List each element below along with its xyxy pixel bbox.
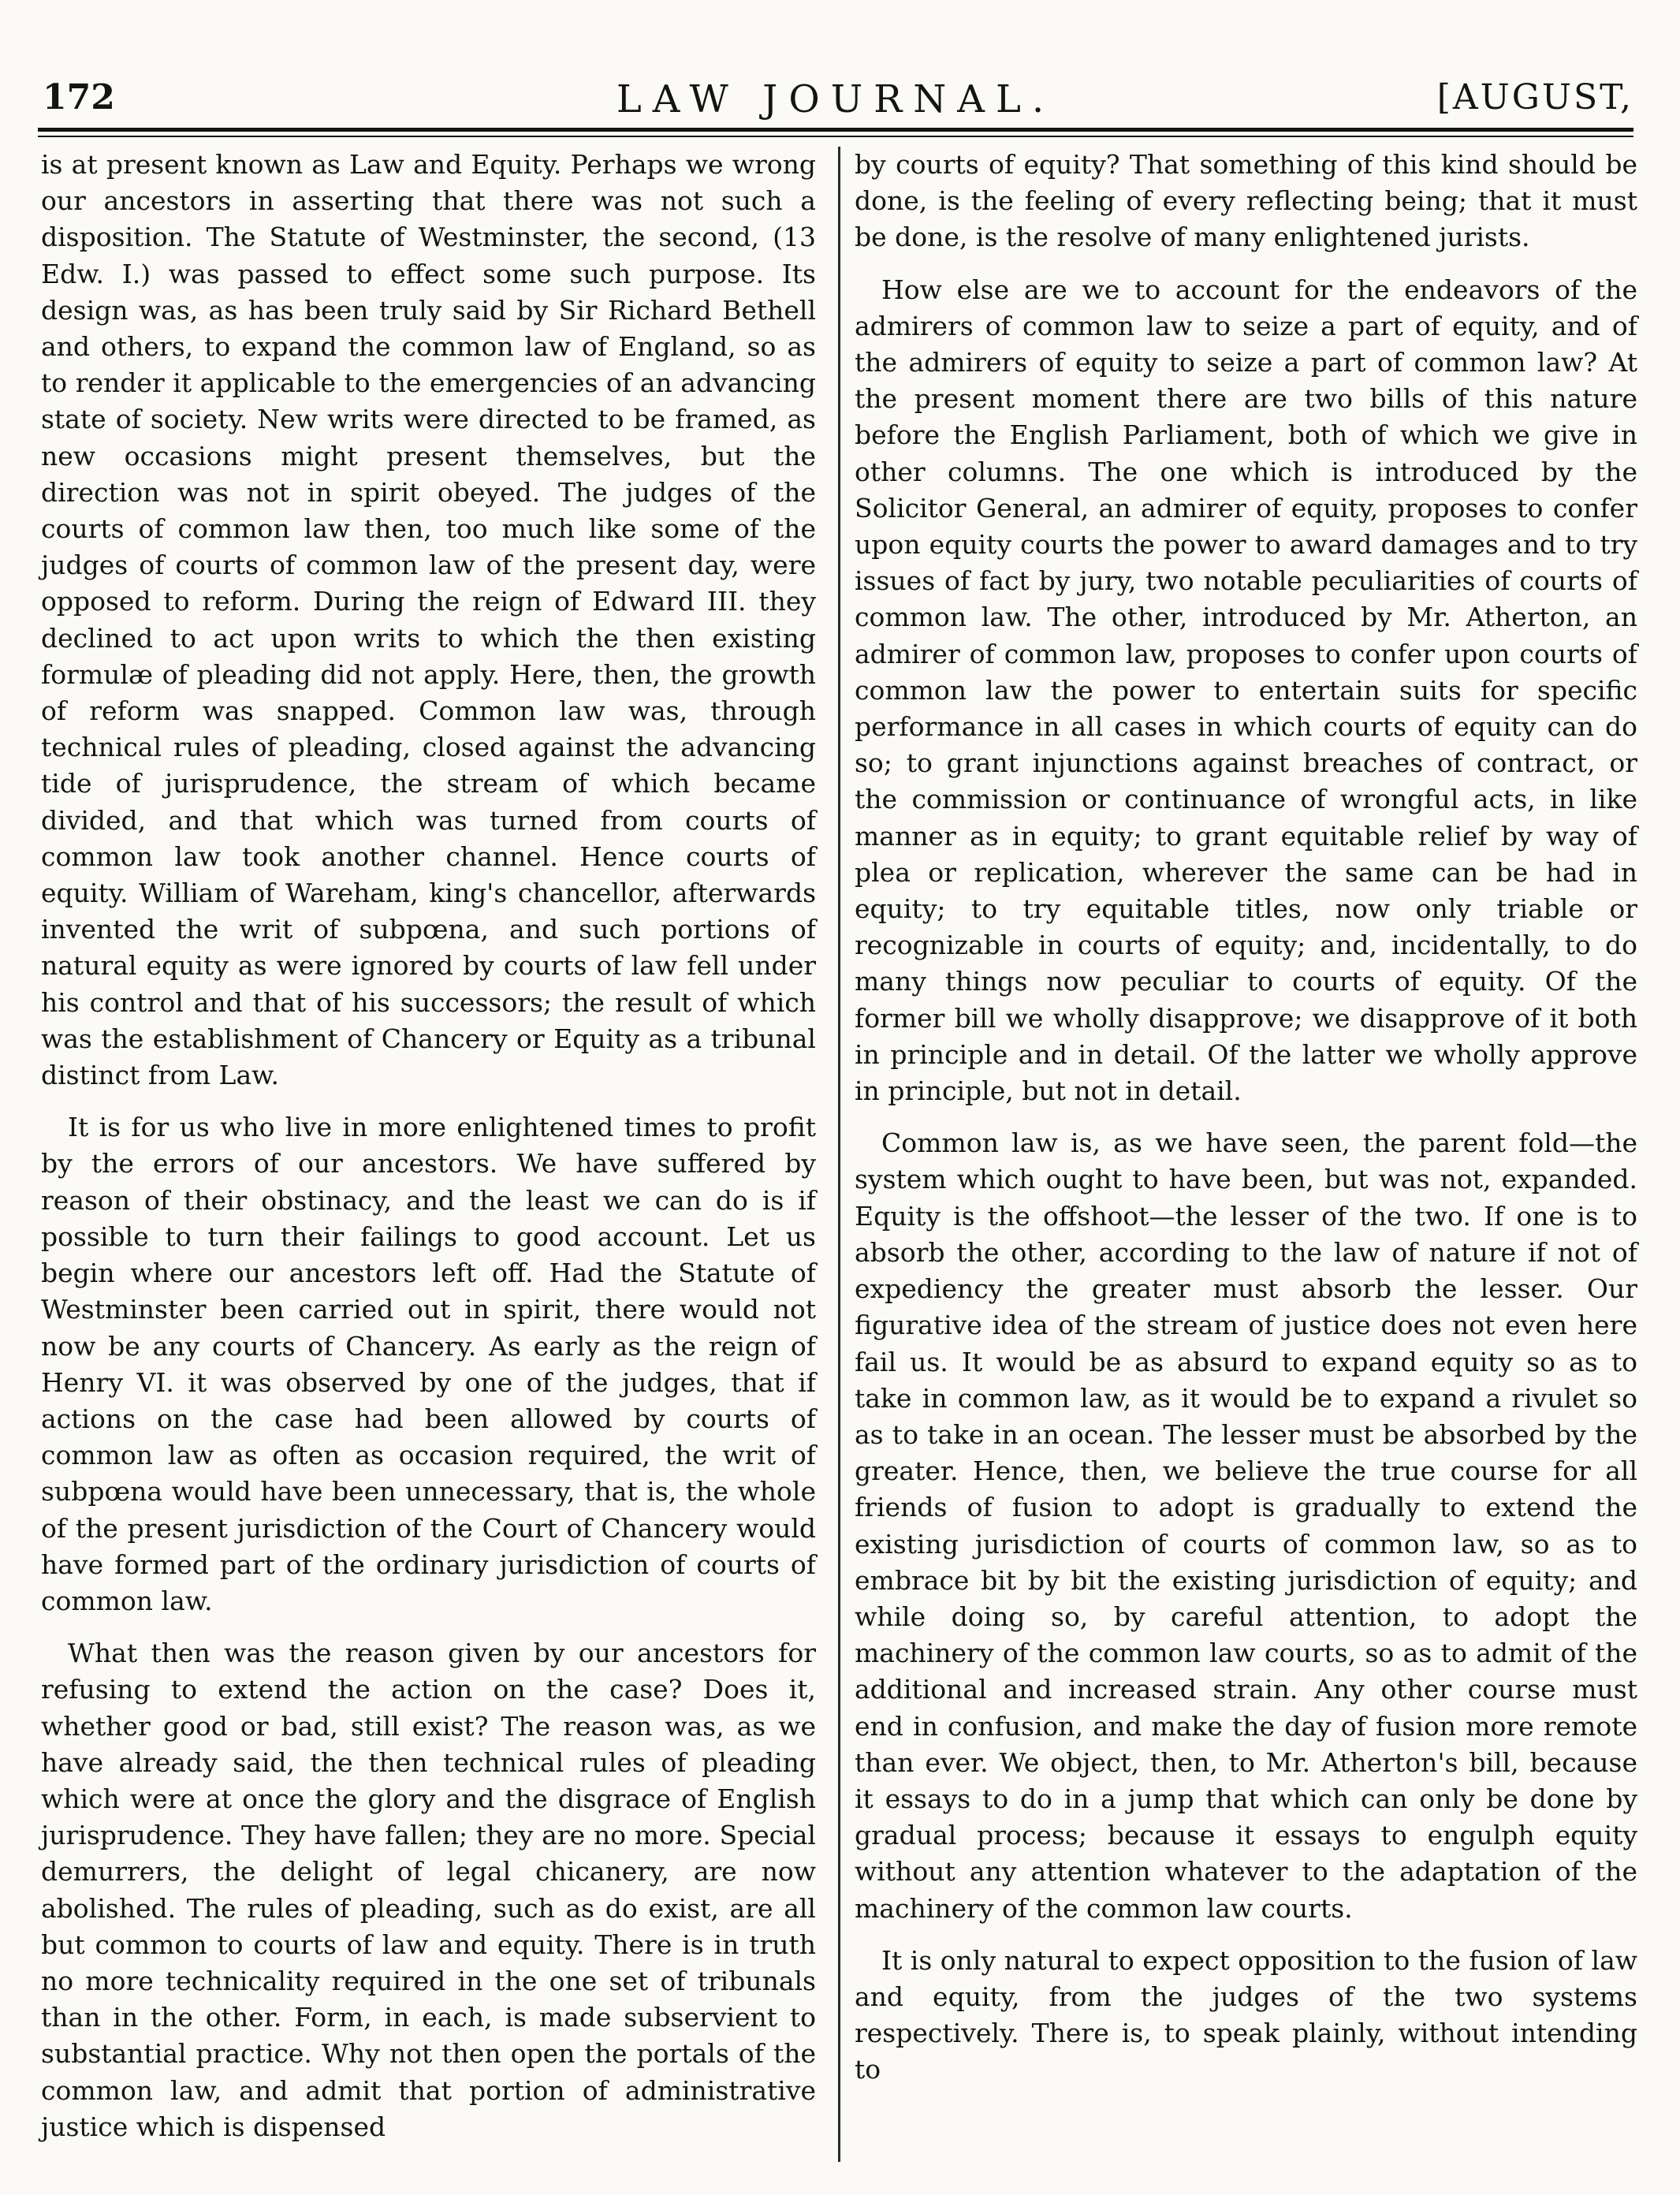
header-rule-thin [38, 136, 1633, 137]
right-paragraph-2: How else are we to account for the endeavors of the admirers of common law to seize a part of equity, and of the admirers of equity to seize a part of common law? At the present moment there are two bills of this nature before the English Parliament, both of which we give in other columns. The one which is introduced by the Solicitor General, an admirer of equity, proposes to confer upon equity courts the power to award damages and to try issues of fact by jury, two notable peculiarities of courts of common law. The other, introduced by Mr. Atherton, an admirer of common law, proposes to confer upon courts of common law the power to entertain suits for specific performance in all cases in which courts of equity can do so; to grant injunctions against breaches of contract, or the commission or continuance of wrongful acts, in like manner as in equity; to grant equitable relief by way of plea or replication, wherever the same can be had in equity; to try equitable titles, now only triable or recognizable in courts of equity; and, incidentally, to do many things now peculiar to courts of equity. Of the former bill we wholly disapprove; we disapprove of it both in principle and in detail. Of the latter we wholly approve in principle, but not in detail. [855, 274, 1637, 1107]
right-column [855, 147, 1637, 2089]
header-rule-thick [38, 128, 1633, 132]
left-paragraph-1: is at present known as Law and Equity. Perhaps we wrong our ancestors in asserting that there was not such a disposition. The Statute of Westminster, the second, (13 Edw. I.) was passed to effect some such purpose. Its design was, as has been truly said by Sir Richard Bethell and others, to expand the common law of England, so as to render it applicable to the emergencies of an advancing state of society. New writs were directed to be framed, as new occasions might present themselves, but the direction was not in spirit obeyed. The judges of the courts of common law then, too much like some of the judges of courts of common law of the present day, were opposed to reform. During the reign of Edward III. they declined to act upon writs to which the then existing formulæ of pleading did not apply. Here, then, the growth of reform was snapped. Common law was, through technical rules of pleading, closed against the advancing tide of jurisprudence, the stream of which became divided, and that which was turned from courts of common law took another channel. Hence courts of equity. William of Wareham, king's chancellor, afterwards invented the writ of subpœna, and such portions of natural equity as were ignored by courts of law fell under his control and that of his successors; the result of which was the establishment of Chancery or Equity as a tribunal distinct from Law. [41, 149, 816, 1091]
left-paragraph-2: It is for us who live in more enlightened times to profit by the errors of our ancestors. We have suffered by reason of their obstinacy, and the least we can do is if possible to turn their failings to good account. Let us begin where our ancestors left off. Had the Statute of Westminster been carried out in spirit, there would not now be any courts of Chancery. As early as the reign of Henry VI. it was observed by one of the judges, that if actions on the case had been allowed by courts of common law as often as occasion required, the writ of subpœna would have been unnecessary, that is, the whole of the present jurisdiction of the Court of Chancery would have formed part of the ordinary jurisdiction of courts of common law. [41, 1112, 816, 1616]
right-paragraph-4: It is only natural to expect opposition to the fusion of law and equity, from the judges of the two systems respectively. There is, to speak plainly, without intending to [855, 1944, 1637, 2085]
left-paragraph-3: What then was the reason given by our ancestors for refusing to extend the action on the case? Does it, whether good or bad, still exist? The reason was, as we have already said, the then technical rules of pleading which were at once the glory and the disgrace of English jurisprudence. They have fallen; they are no more. Special demurrers, the delight of legal chicanery, are now abolished. The rules of pleading, such as do exist, are all but common to courts of law and equity. There is in truth no more technicality required in the one set of tribunals than in the other. Form, in each, is made subservient to substantial practice. Why not then open the portals of the common law, and admit that portion of administrative justice which is dispensed [41, 1638, 816, 2142]
page-number: 172 [43, 77, 115, 117]
column-divider [838, 147, 840, 2162]
page-header [38, 77, 1633, 128]
left-column [41, 147, 816, 2145]
issue-month: [AUGUST, [1436, 77, 1633, 117]
right-paragraph-1: by courts of equity? That something of this kind should be done, is the feeling of every reflecting being; that it must be done, is the resolve of many enlightened jurists. [855, 149, 1637, 253]
right-paragraph-3: Common law is, as we have seen, the parent fold—the system which ought to have been, but was not, expanded. Equity is the offshoot—the lesser of the two. If one is to absorb the other, according to the law of nature if not of expediency the greater must absorb the lesser. Our figurative idea of the stream of justice does not even here fail us. It would be as absurd to expand equity so as to take in common law, as it would be to expand a rivulet so as to take in an ocean. The lesser must be absorbed by the greater. Hence, then, we believe the true course for all friends of fusion to adopt is gradually to extend the existing jurisdiction of courts of common law, so as to embrace bit by bit the existing jurisdiction of equity; and while doing so, by careful attention, to adopt the machinery of the common law courts, so as to admit of the additional and increased strain. Any other course must end in confusion, and make the day of fusion more remote than ever. We object, then, to Mr. Atherton's bill, because it essays to do in a jump that which can only be done by gradual process; because it essays to engulph equity without any attention whatever to the adaptation of the machinery of the common law courts. [855, 1127, 1637, 1924]
journal-title: LAW JOURNAL. [616, 77, 1056, 121]
